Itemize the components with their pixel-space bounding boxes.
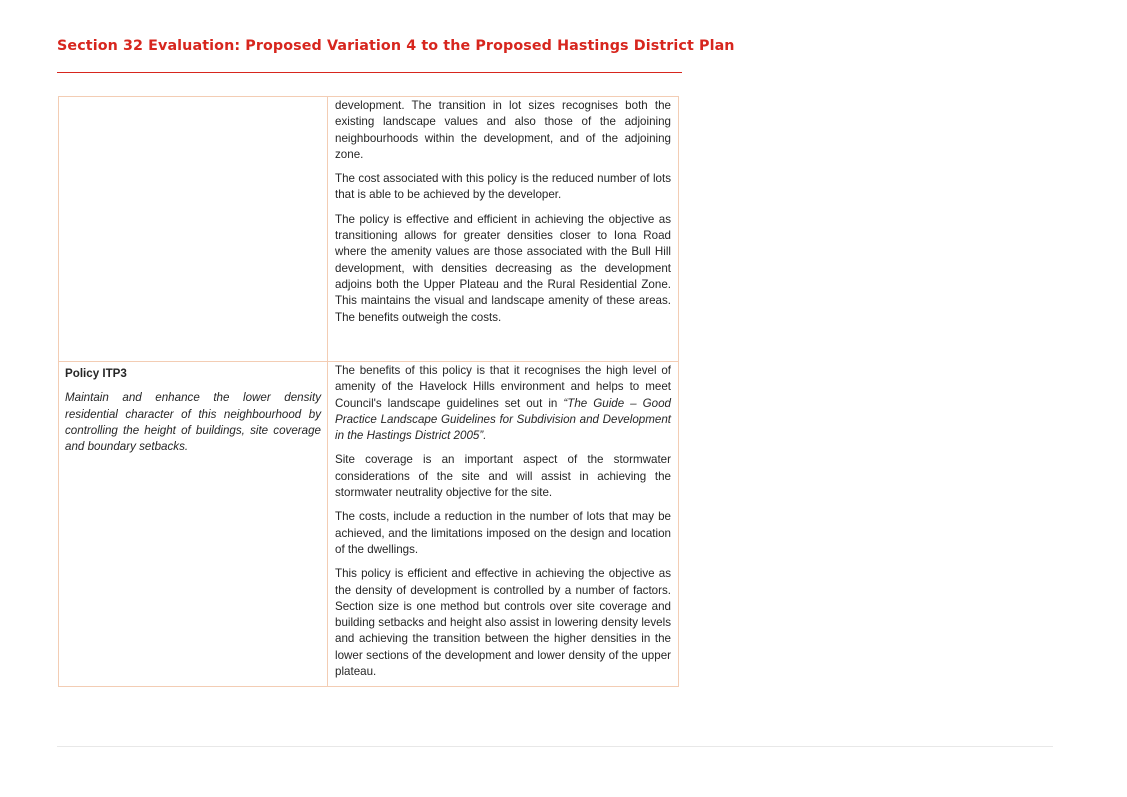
evaluation-cell (328, 362, 679, 687)
page-header-title: Section 32 Evaluation: Proposed Variation 4 to the Proposed Hastings District Plan (57, 38, 735, 54)
table-row (59, 97, 679, 362)
evaluation-paragraph: development. The transition in lot sizes recognises both the existing landscape values and also those of the adjoining neighbourhoods within the development, and of the adjoining zone. (335, 99, 671, 161)
evaluation-paragraph: This policy is efficient and effective in achieving the objective as the density of development is controlled by a number of factors. Section size is one method but controls over site coverage and building setbacks and height also assist in lowering density levels and achieving the transition between the higher densities in the lower sections of the development and lower density of the upper plateau. (335, 567, 671, 679)
evaluation-cell (328, 97, 679, 362)
policy-name: Policy ITP3 (65, 367, 127, 380)
guideline-citation: “The Guide – Good Practice Landscape Guidelines for Subdivision and Development in the Hastings District 2005”. (335, 396, 671, 443)
evaluation-text: The benefits of this policy is that it recognises the high level of amenity of the Havelock Hills environment and helps to meet Council's landscape guidelines set out in (335, 364, 671, 410)
policy-cell (59, 362, 328, 687)
evaluation-table (58, 96, 679, 687)
policy-cell-empty (59, 97, 328, 362)
evaluation-paragraph: The costs, include a reduction in the number of lots that may be achieved, and the limitations imposed on the design and location of the dwellings. (335, 510, 671, 556)
table-row (59, 362, 679, 687)
evaluation-paragraph: Site coverage is an important aspect of the stormwater considerations of the site and will assist in achieving the stormwater neutrality objective for the site. (335, 453, 671, 500)
policy-objective: Maintain and enhance the lower density residential character of this neighbourhood by controlling the height of buildings, site coverage and boundary setbacks. (65, 391, 321, 454)
evaluation-paragraph: The cost associated with this policy is the reduced number of lots that is able to be achieved by the developer. (335, 172, 671, 202)
evaluation-paragraph (335, 363, 671, 444)
footer-divider (57, 746, 1053, 747)
evaluation-paragraph: The policy is effective and efficient in achieving the objective as transitioning allows for greater densities closer to Iona Road where the amenity values are those associated with the Bull Hill development, with densities decreasing as the development adjoins both the Upper Plateau and the Rural Residential Zone. This maintains the visual and landscape amenity of these areas. The benefits outweigh the costs. (335, 212, 671, 324)
header-divider (57, 72, 682, 73)
